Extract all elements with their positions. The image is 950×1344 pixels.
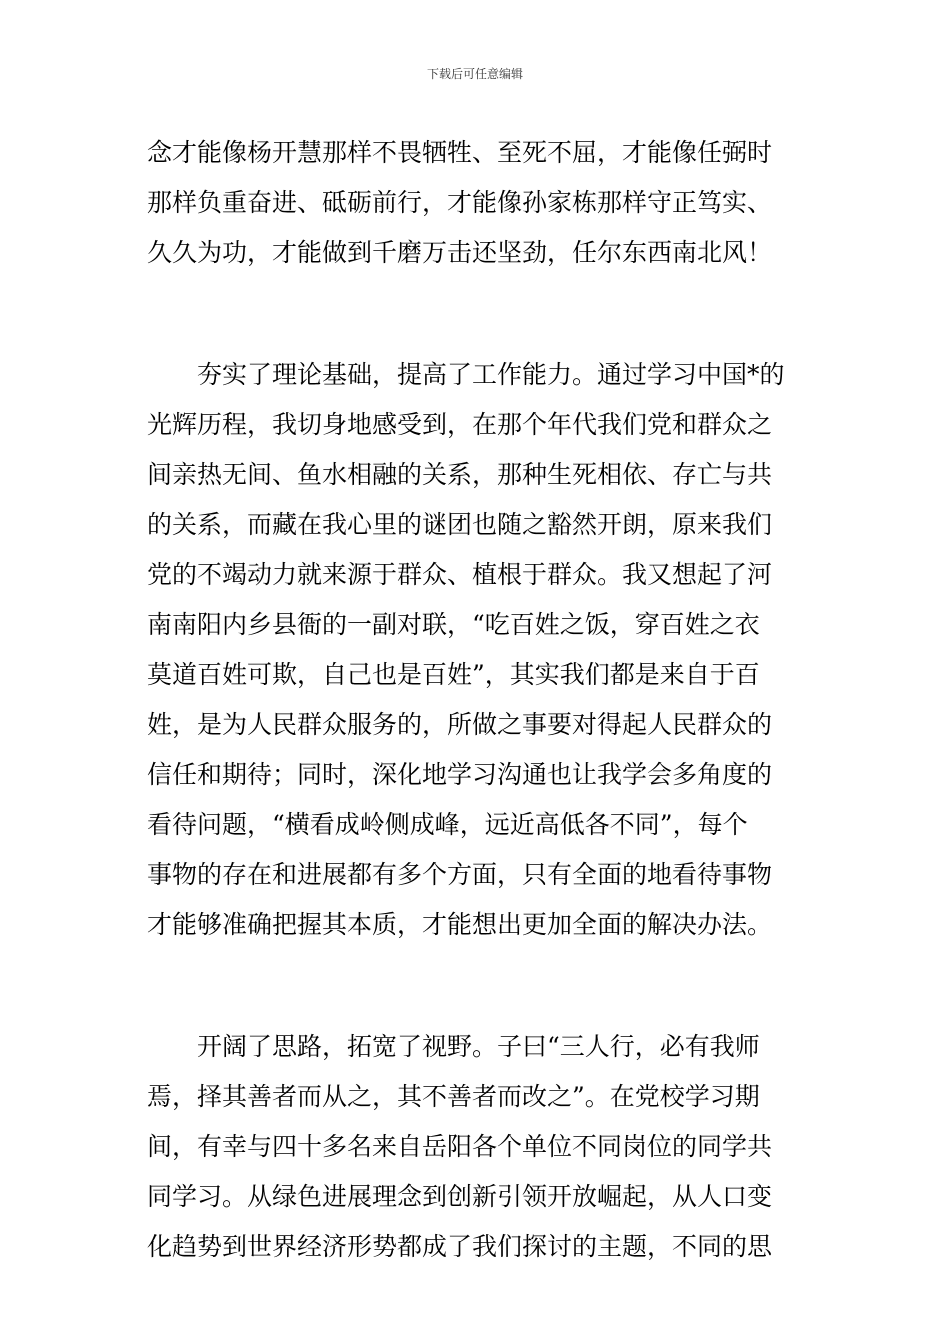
paragraph-line: 同学习。从绿色进展理念到创新引领开放崛起，从人口变 (147, 1182, 773, 1211)
document-body (147, 128, 807, 1272)
paragraph-1 (147, 128, 807, 278)
paragraph-spacer (147, 278, 807, 350)
paragraph-line: 南南阳内乡县衙的一副对联，“吃百姓之饭，穿百姓之衣 (147, 610, 760, 639)
paragraph-line: 的关系，而藏在我心里的谜团也随之豁然开朗，原来我们 (147, 510, 773, 539)
paragraph-line: 间亲热无间、鱼水相融的关系，那种生死相依、存亡与共 (147, 460, 773, 489)
paragraph-line: 看待问题，“横看成岭侧成峰，远近高低各不同”，每个 (147, 810, 748, 839)
paragraph-line: 焉，择其善者而从之，其不善者而改之”。在党校学习期 (147, 1082, 760, 1111)
paragraph-line: 念才能像杨开慧那样不畏牺牲、至死不屈，才能像任弼时 (147, 138, 773, 167)
paragraph-line: 才能够准确把握其本质，才能想出更加全面的解决办法。 (147, 910, 773, 939)
paragraph-line: 那样负重奋进、砥砺前行，才能像孙家栋那样守正笃实、 (147, 188, 773, 217)
page-header-note: 下载后可任意编辑 (426, 67, 523, 81)
paragraph-line: 党的不竭动力就来源于群众、植根于群众。我又想起了河 (147, 560, 773, 589)
paragraph-2 (147, 350, 807, 950)
paragraph-line: 光辉历程，我切身地感受到，在那个年代我们党和群众之 (147, 410, 773, 439)
paragraph-line: 开阔了思路，拓宽了视野。子曰“三人行，必有我师 (197, 1032, 760, 1061)
paragraph-spacer (147, 950, 807, 1022)
paragraph-line: 事物的存在和进展都有多个方面，只有全面的地看待事物 (147, 860, 773, 889)
paragraph-line: 夯实了理论基础，提高了工作能力。通过学习中国*的 (197, 360, 785, 389)
paragraph-line: 化趋势到世界经济形势都成了我们探讨的主题，不同的思 (147, 1232, 773, 1261)
paragraph-line: 间，有幸与四十多名来自岳阳各个单位不同岗位的同学共 (147, 1132, 773, 1161)
paragraph-line: 信任和期待；同时，深化地学习沟通也让我学会多角度的 (147, 760, 773, 789)
paragraph-line: 久久为功，才能做到千磨万击还坚劲，任尔东西南北风！ (147, 238, 773, 267)
paragraph-3 (147, 1022, 807, 1272)
paragraph-line: 莫道百姓可欺，自己也是百姓”，其实我们都是来自于百 (147, 660, 760, 689)
paragraph-line: 姓，是为人民群众服务的，所做之事要对得起人民群众的 (147, 710, 773, 739)
